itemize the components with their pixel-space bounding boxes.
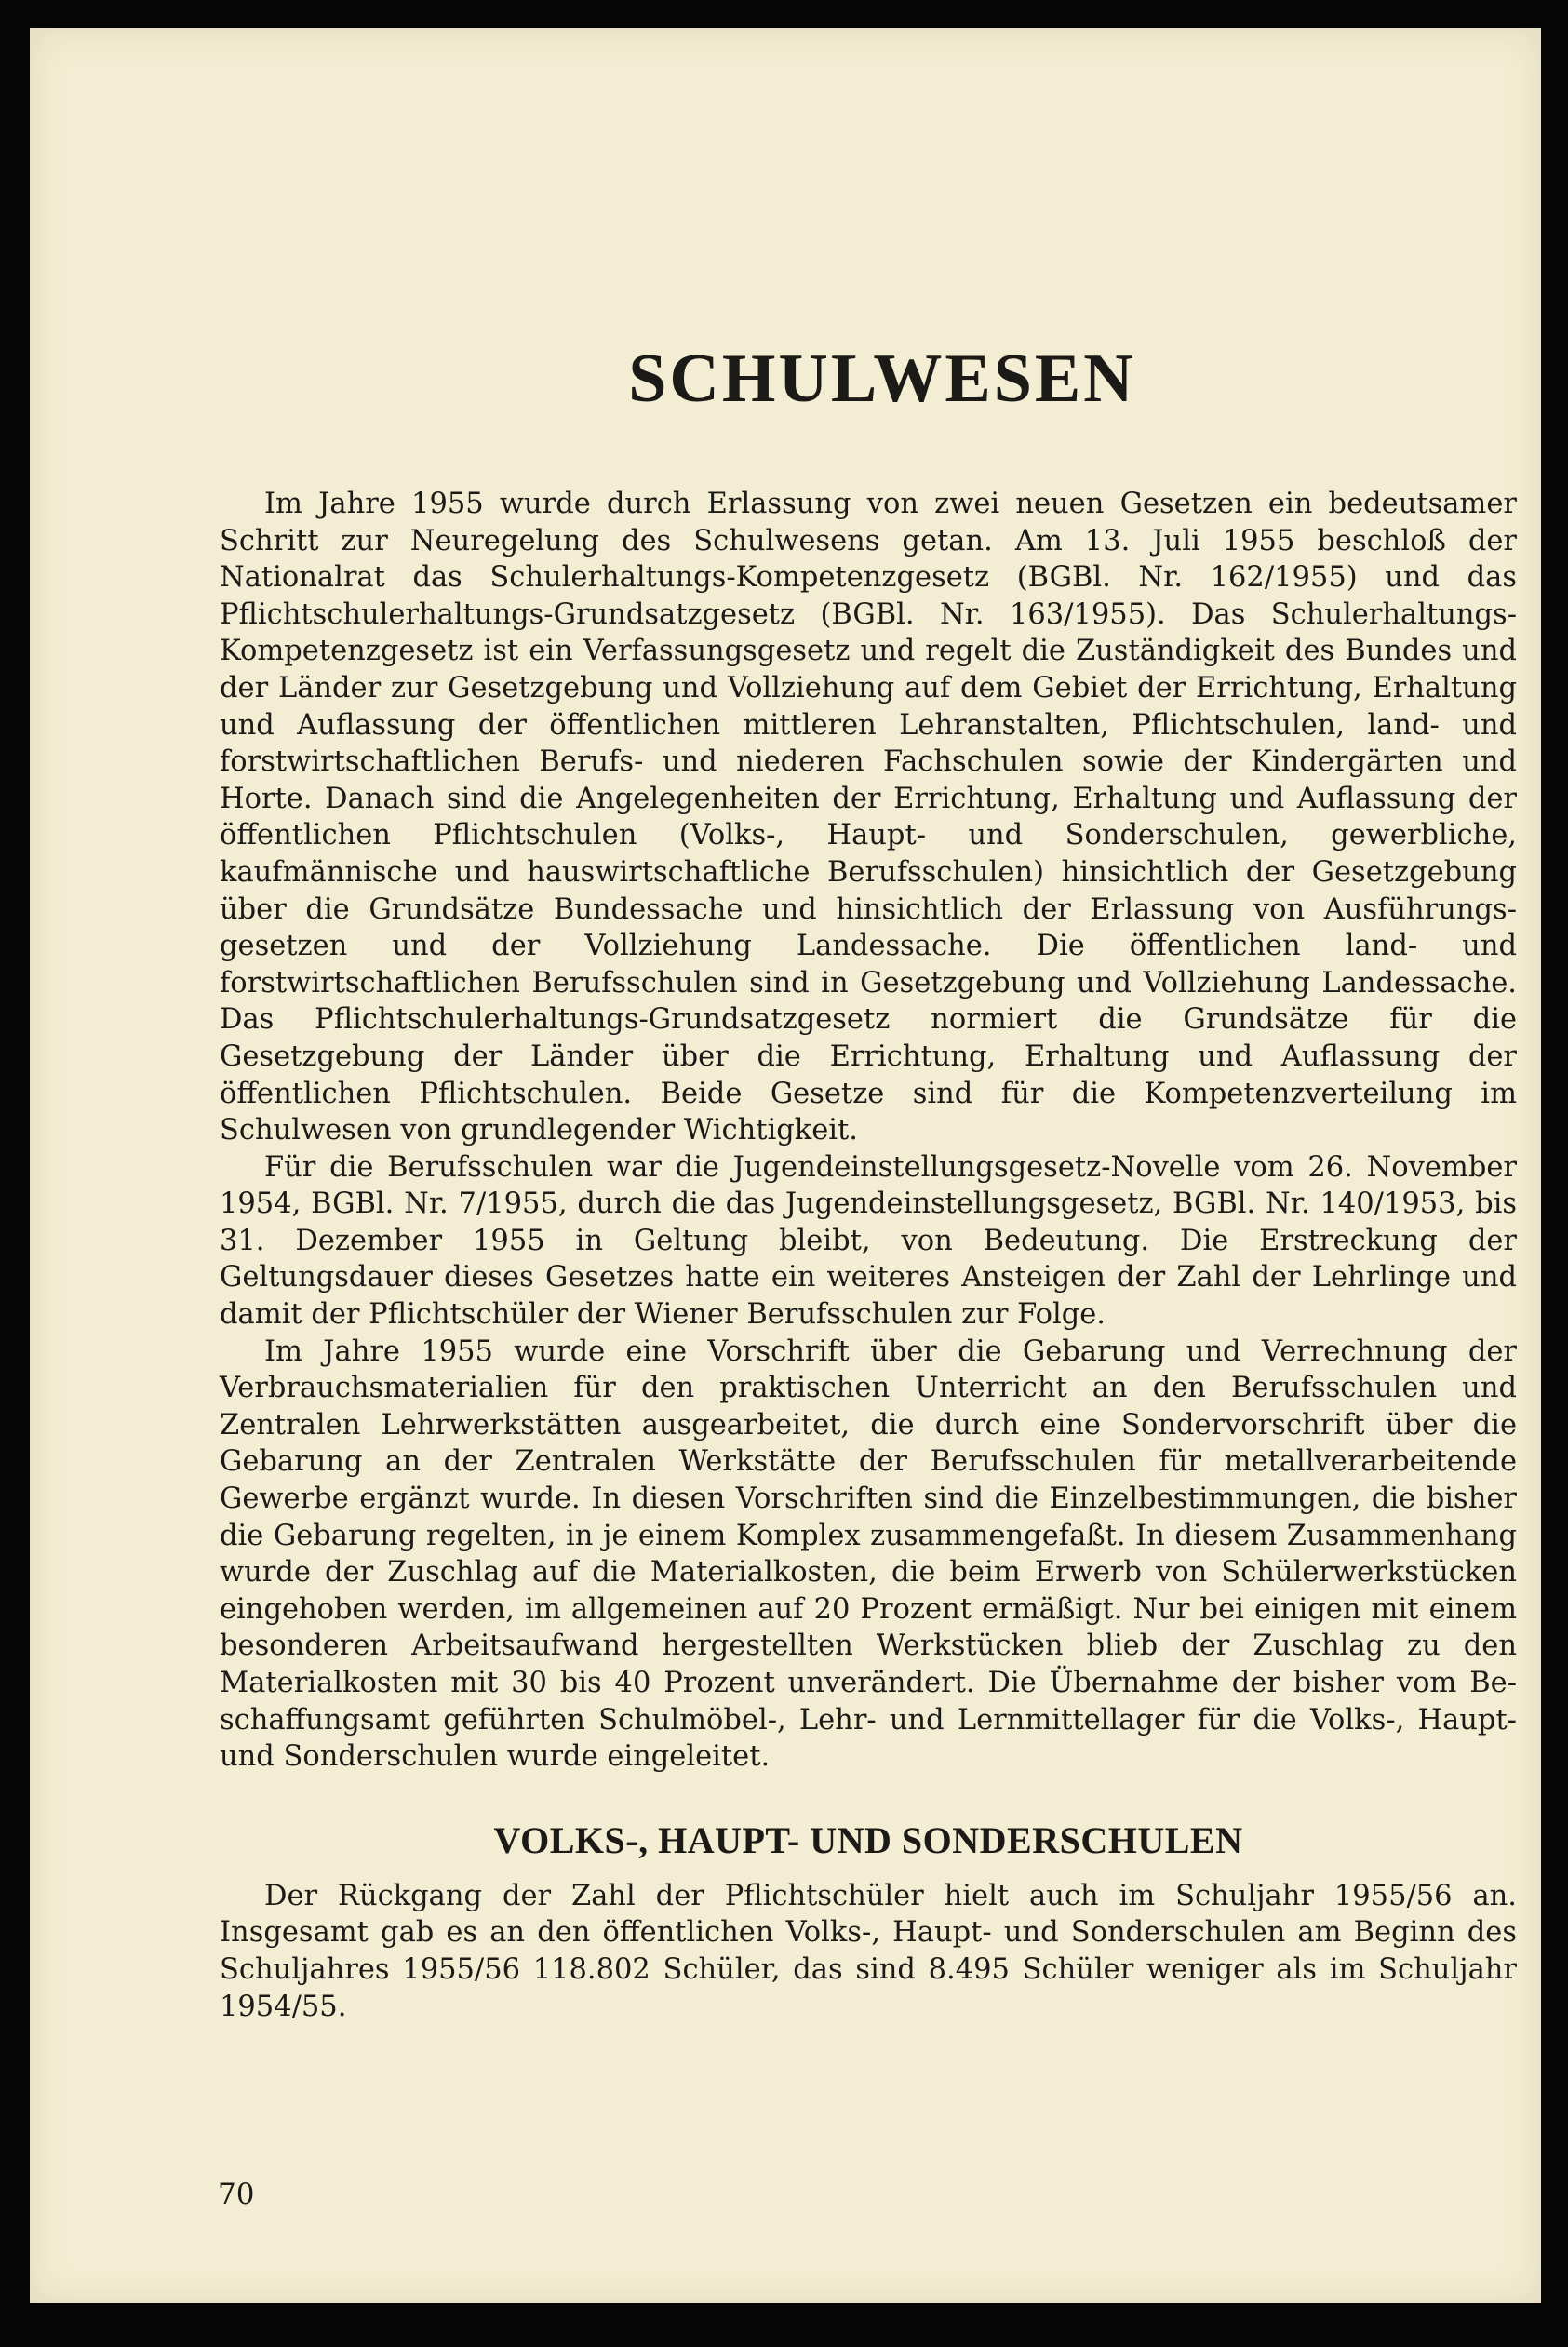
- paragraph: Für die Berufsschulen war die Jugendeinstellungsgesetz-Novelle vom 26. November 1954, BGBl. Nr. 7/1955, durch die das Jugendeinstellungsgesetz, BGBl. Nr. 140/1953, bis 31. Dezember 1955 in Geltung bleibt, von Bedeutung. Die Erstreckung der Geltungsdauer dieses Gesetzes hatte ein weiteres Ansteigen der Zahl der Lehrlinge und damit der Pflichtschüler der Wiener Berufsschulen zur Folge.: [220, 1150, 1517, 1332]
- paragraph: Im Jahre 1955 wurde eine Vorschrift über die Gebarung und Verrechnung der Verbrauchsmaterialien für den praktischen Unterricht an den Berufsschulen und Zentralen Lehrwerkstätten ausgearbeitet, die durch eine Sondervorschrift über die Gebarung an der Zentralen Werkstätte der Berufsschulen für metallverarbeitende Gewerbe ergänzt wurde. In diesen Vorschriften sind die Einzelbestimmungen, die bisher die Gebarung regelten, in je einem Komplex zusammengefaßt. In diesem Zusammenhang wurde der Zuschlag auf die Materialkosten, die beim Erwerb von Schülerwerkstücken eingehoben werden, im allgemeinen auf 20 Prozent ermäßigt. Nur bei einigen mit einem besonderen Arbeitsaufwand hergestellten Werkstücken blieb der Zuschlag zu den Materialkosten mit 30 bis 40 Prozent unverändert. Die Übernahme der bisher vom Beschaffungsamt geführten Schulmöbel-, Lehr- und Lernmittellager für die Volks-, Haupt- und Sonderschulen wurde eingeleitet.: [220, 1334, 1517, 1774]
- paragraph: Im Jahre 1955 wurde durch Erlassung von zwei neuen Gesetzen ein bedeutsamer Schritt zur Neuregelung des Schulwesens getan. Am 13. Juli 1955 beschloß der Nationalrat das Schulerhaltungs-Kompetenzgesetz (BGBl. Nr. 162/1955) und das Pflichtschulerhaltungs-Grundsatzgesetz (BGBl. Nr. 163/1955). Das Schulerhaltungs-Kompetenzgesetz ist ein Verfassungsgesetz und regelt die Zuständigkeit des Bundes und der Länder zur Gesetzgebung und Vollziehung auf dem Gebiet der Errichtung, Erhaltung und Auflassung der öffentlichen mittleren Lehranstalten, Pflichtschulen, land- und forstwirtschaftlichen Berufs- und niederen Fachschulen sowie der Kindergärten und Horte. Danach sind die Angelegenheiten der Errichtung, Erhaltung und Auflassung der öffentlichen Pflichtschulen (Volks-, Haupt- und Sonderschulen, gewerbliche, kaufmännische und hauswirtschaftliche Berufsschulen) hinsichtlich der Gesetzgebung über die Grundsätze Bundessache und hinsichtlich der Erlassung von Ausführungsgesetzen und der Vollziehung Landessache. Die öffentlichen land- und forstwirtschaftlichen Berufsschulen sind in Gesetzgebung und Vollziehung Landessache. Das Pflichtschulerhaltungs-Grundsatzgesetz normiert die Grundsätze für die Gesetzgebung der Länder über die Errichtung, Erhaltung und Auflassung der öffentlichen Pflichtschulen. Beide Gesetze sind für die Kompetenzverteilung im Schulwesen von grundlegender Wichtigkeit.: [220, 488, 1517, 1147]
- document-page: [30, 28, 1541, 2303]
- paragraph: Der Rückgang der Zahl der Pflichtschüler hielt auch im Schuljahr 1955/56 an. Insgesamt gab es an den öffentlichen Volks-, Haupt- und Sonderschulen am Beginn des Schuljahres 1955/56 118.802 Schüler, das sind 8.495 Schüler weniger als im Schuljahr 1954/55.: [220, 1879, 1517, 2023]
- page-title: SCHULWESEN: [628, 341, 1136, 417]
- page-content: [220, 341, 1517, 2025]
- section-heading: VOLKS-, HAUPT- UND SONDERSCHULEN: [493, 1818, 1243, 1861]
- page-number: 70: [218, 2178, 255, 2211]
